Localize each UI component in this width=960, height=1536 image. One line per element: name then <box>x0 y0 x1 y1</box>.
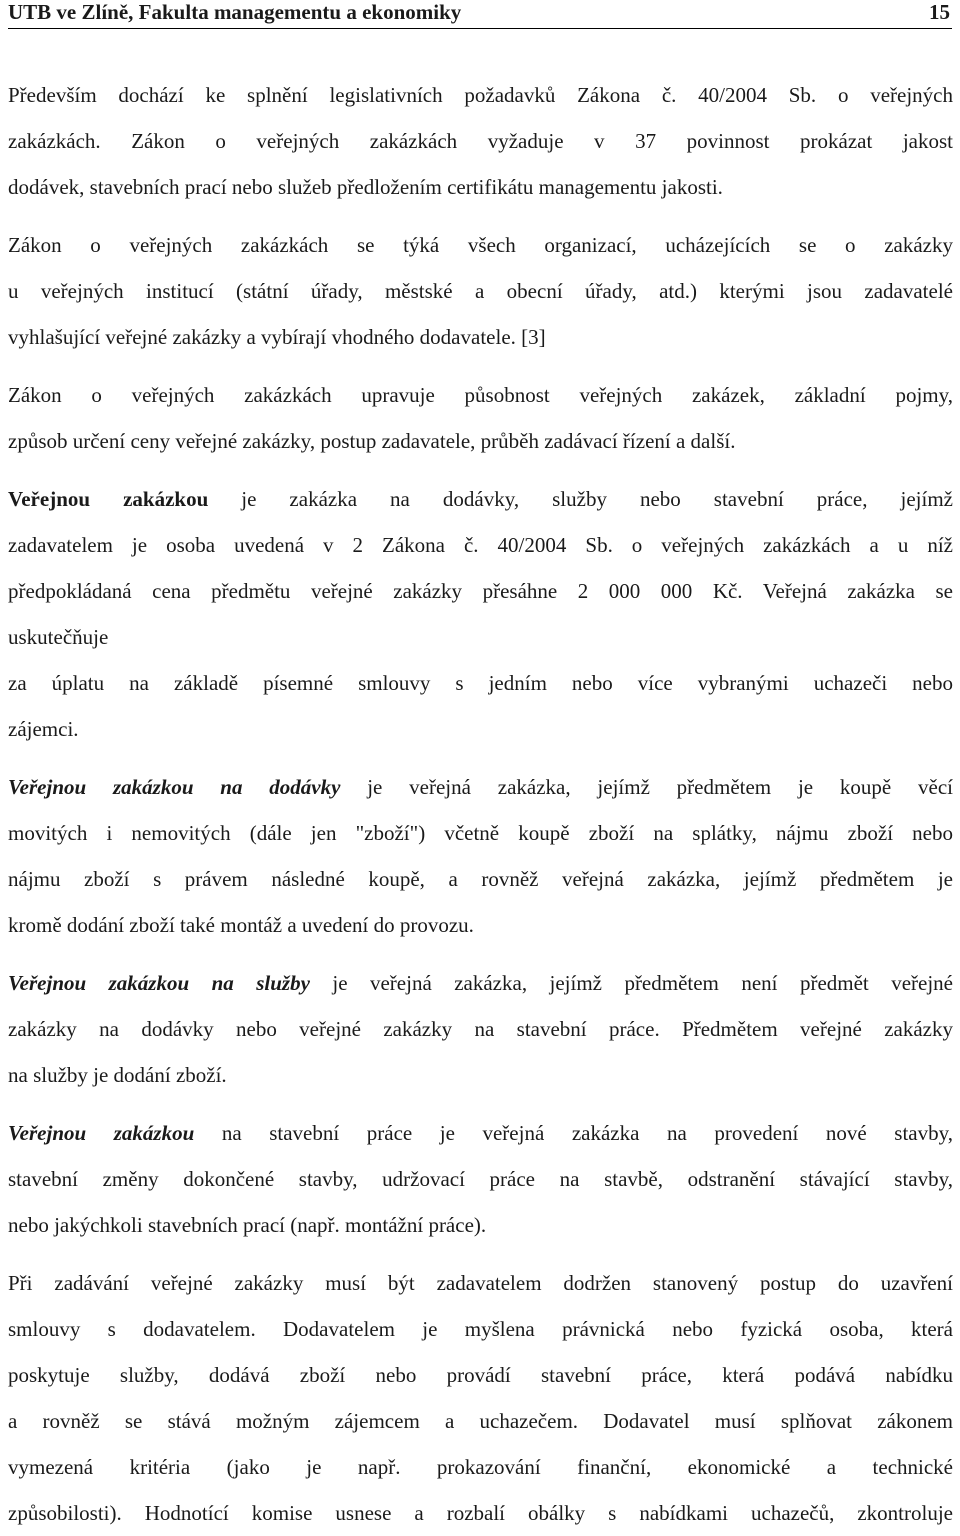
term-continuation: je zakázka na dodávky, služby nebo stavební práce, jejímž <box>208 487 953 511</box>
text-line: kromě dodání zboží také montáž a uvedení do provozu. <box>8 913 474 937</box>
paragraph <box>8 72 953 210</box>
text-line: a rovněž se stává možným zájemcem a uchazečem. Dodavatel musí splňovat zákonem <box>8 1409 953 1433</box>
paragraph <box>8 1260 953 1536</box>
text-line: Zákon o veřejných zakázkách se týká všech organizací, ucházejících se o zakázky <box>8 233 953 257</box>
defined-term: Veřejnou zakázkou <box>8 1121 195 1145</box>
paragraph-definition <box>8 1110 953 1248</box>
text-line: smlouvy s dodavatelem. Dodavatelem je myšlena právnická nebo fyzická osoba, která <box>8 1317 953 1341</box>
text-line: Zákon o veřejných zakázkách upravuje působnost veřejných zakázek, základní pojmy, <box>8 383 953 407</box>
text-line <box>8 1110 953 1156</box>
text-line: stavební změny dokončené stavby, udržovací práce na stavbě, odstranění stávající stavby, <box>8 1167 953 1191</box>
text-line: předpokládaná cena předmětu veřejné zakázky přesáhne 2 000 000 Kč. Veřejná zakázka se <box>8 579 953 603</box>
text-line: Především dochází ke splnění legislativních požadavků Zákona č. 40/2004 Sb. o veřejných <box>8 83 953 107</box>
text-line: nebo jakýchkoli stavebních prací (např. montážní práce). <box>8 1213 487 1237</box>
term-continuation: na stavební práce je veřejná zakázka na provedení nové stavby, <box>194 1121 953 1145</box>
page-number: 15 <box>929 0 950 24</box>
text-line <box>8 764 953 810</box>
paragraph-definition <box>8 764 953 948</box>
text-line: Při zadávání veřejné zakázky musí být zadavatelem dodržen stanovený postup do uzavření <box>8 1271 953 1295</box>
text-line: movitých i nemovitých (dále jen "zboží") včetně koupě zboží na splátky, nájmu zboží nebo <box>8 821 953 845</box>
text-line: zakázkách. Zákon o veřejných zakázkách vyžaduje v 37 povinnost prokázat jakost <box>8 129 953 153</box>
text-line <box>8 960 953 1006</box>
document-body <box>8 72 953 1536</box>
text-line: zadavatelem je osoba uvedená v 2 Zákona č. 40/2004 Sb. o veřejných zakázkách a u níž <box>8 533 953 557</box>
text-line: vymezená kritéria (jako je např. prokazování finanční, ekonomické a technické <box>8 1455 953 1479</box>
text-line: způsob určení ceny veřejné zakázky, postup zadavatele, průběh zadávací řízení a další. <box>8 429 736 453</box>
text-line: zakázky na dodávky nebo veřejné zakázky na stavební práce. Předmětem veřejné zakázky <box>8 1017 953 1041</box>
text-line: dodávek, stavebních prací nebo služeb předložením certifikátu managementu jakosti. <box>8 175 723 199</box>
term-continuation: je veřejná zakázka, jejímž předmětem není předmět veřejné <box>309 971 953 995</box>
text-line: nájmu zboží s právem následné koupě, a rovněž veřejná zakázka, jejímž předmětem je <box>8 867 953 891</box>
text-line: způsobilosti). Hodnotící komise usnese a rozbalí obálky s nabídkami uchazečů, zkontroluje <box>8 1501 953 1525</box>
text-line: vyhlašující veřejné zakázky a vybírají vhodného dodavatele. [3] <box>8 325 546 349</box>
defined-term: Veřejnou zakázkou <box>8 487 209 511</box>
defined-term: Veřejnou zakázkou na dodávky <box>8 775 341 799</box>
text-line: u veřejných institucí (státní úřady, městské a obecní úřady, atd.) kterými jsou zadavatelé <box>8 279 953 303</box>
header-title: UTB ve Zlíně, Fakulta managementu a ekonomiky <box>8 0 462 24</box>
text-line: za úplatu na základě písemné smlouvy s jedním nebo více vybranými uchazeči nebo <box>8 671 953 695</box>
term-continuation: je veřejná zakázka, jejímž předmětem je koupě věcí <box>340 775 953 799</box>
text-line <box>8 476 953 522</box>
paragraph <box>8 222 953 360</box>
paragraph-definition <box>8 476 953 752</box>
paragraph-definition <box>8 960 953 1098</box>
paragraph <box>8 372 953 464</box>
text-line: poskytuje služby, dodává zboží nebo provádí stavební práce, která podává nabídku <box>8 1363 953 1387</box>
page-header <box>8 0 952 29</box>
text-line: na služby je dodání zboží. <box>8 1063 227 1087</box>
text-line: uskutečňuje <box>8 625 109 649</box>
defined-term: Veřejnou zakázkou na služby <box>8 971 310 995</box>
text-line: zájemci. <box>8 717 79 741</box>
